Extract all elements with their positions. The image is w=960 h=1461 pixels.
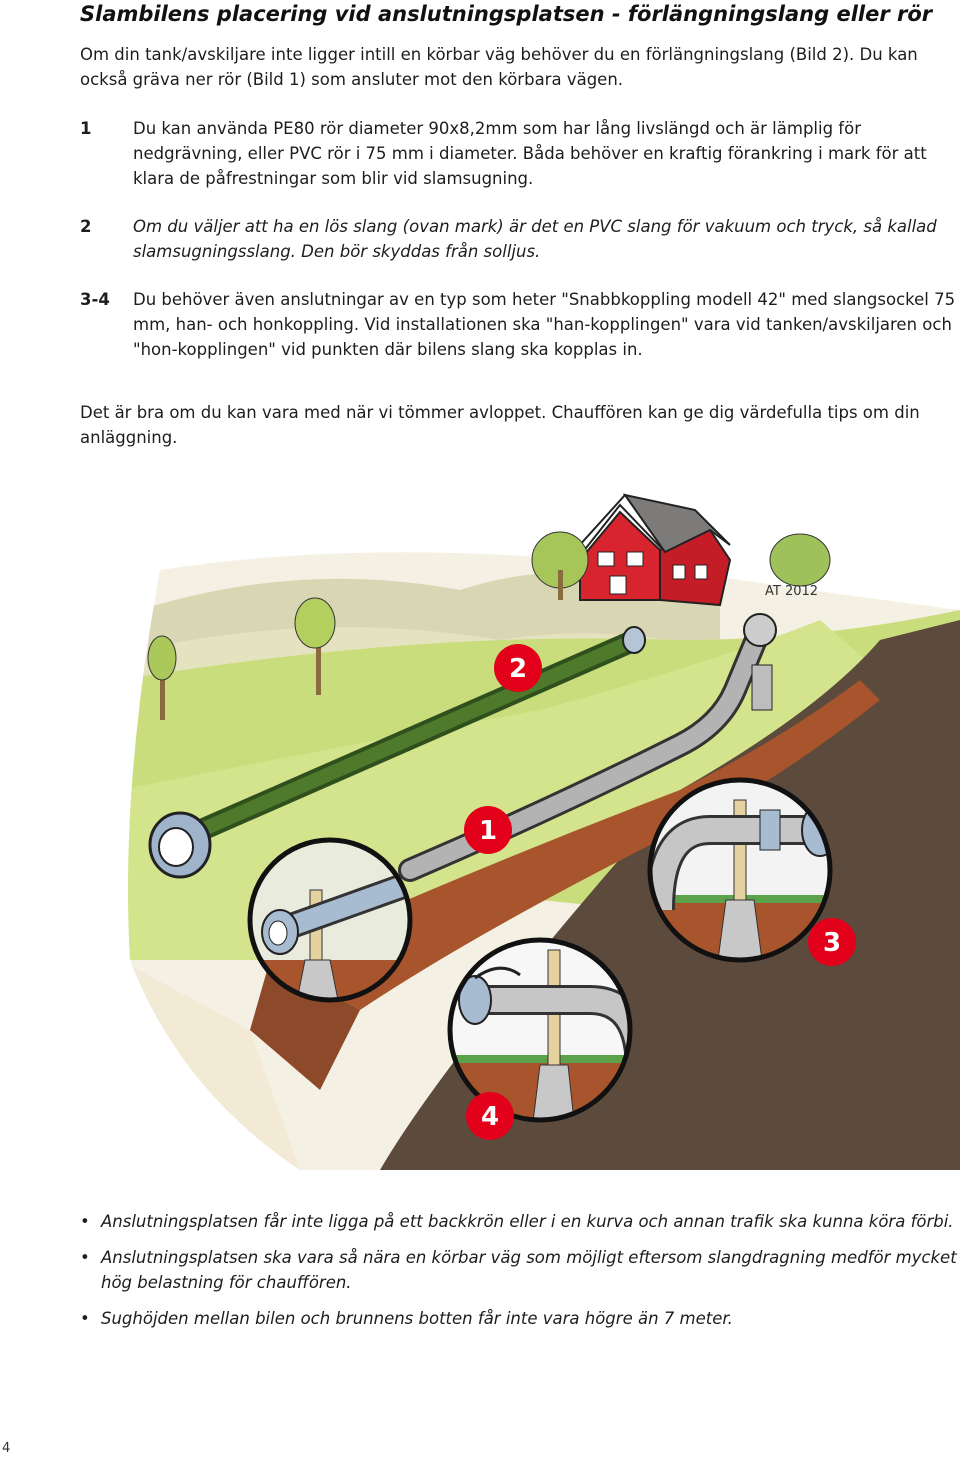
item-text: Du kan använda PE80 rör diameter 90x8,2mm som har lång livslängd och är lämplig för nedgrävning, eller PVC rör i 75 mm i diameter. Båda behöver en kraftig förankring i mark för att klara de påfrestningar som blir vid slamsugning.	[133, 119, 927, 188]
svg-text:3: 3	[822, 928, 842, 958]
hose-coupling	[150, 813, 210, 877]
badge-4	[466, 1092, 514, 1140]
svg-text:2: 2	[508, 654, 528, 684]
item-text: Om du väljer att ha en lös slang (ovan mark) är det en PVC slang för vakuum och tryck, så kallad slamsugningsslang. Den bör skyddas från solljus.	[133, 217, 937, 261]
artist-signature: AT 2012	[765, 584, 819, 599]
page-number: 4	[2, 1441, 11, 1456]
item-text: Du behöver även anslutningar av en typ som heter "Snabbkoppling modell 42" med slangsockel 75 mm, han- och honkoppling. Vid installationen ska "han-kopplingen" vara vid tanken/avskiljaren och "hon-kopplingen" vid punkten där bilens slang ska kopplas in.	[133, 290, 956, 359]
closing-paragraph: Det är bra om du kan vara med när vi tömmer avloppet. Chauffören kan ge dig värdefulla tips om din anläggning.	[80, 403, 920, 447]
installation-illustration	[120, 490, 960, 1170]
bullet-symbol: •	[80, 1309, 90, 1328]
bullet-list	[80, 1209, 960, 1342]
bullet-item: • Sughöjden mellan bilen och brunnens botten får inte vara högre än 7 meter.	[80, 1306, 960, 1331]
red-house	[568, 495, 730, 605]
badge-1	[464, 806, 512, 854]
intro-paragraph: Om din tank/avskiljare inte ligger intill en körbar väg behöver du en förlängningslang (Bild 2). Du kan också gräva ner rör (Bild 1) som ansluter mot den körbara vägen.	[80, 45, 918, 89]
page-heading: Slambilens placering vid anslutningsplatsen - förlängningslang eller rör	[80, 2, 933, 26]
svg-text:4: 4	[480, 1102, 500, 1132]
bullet-item: • Anslutningsplatsen ska vara så nära en körbar väg som möjligt eftersom slangdragning medför mycket hög belastning för chauffören.	[80, 1245, 960, 1295]
item-number: 2	[80, 217, 92, 236]
bullet-symbol: •	[80, 1212, 90, 1231]
item-number: 3-4	[80, 290, 110, 309]
badge-2	[494, 644, 542, 692]
item-number: 1	[80, 119, 92, 138]
badge-3	[808, 918, 856, 966]
bullet-symbol: •	[80, 1248, 90, 1267]
bullet-item: • Anslutningsplatsen får inte ligga på ett backkrön eller i en kurva och annan trafik ska kunna köra förbi.	[80, 1209, 960, 1234]
svg-text:1: 1	[478, 816, 498, 846]
